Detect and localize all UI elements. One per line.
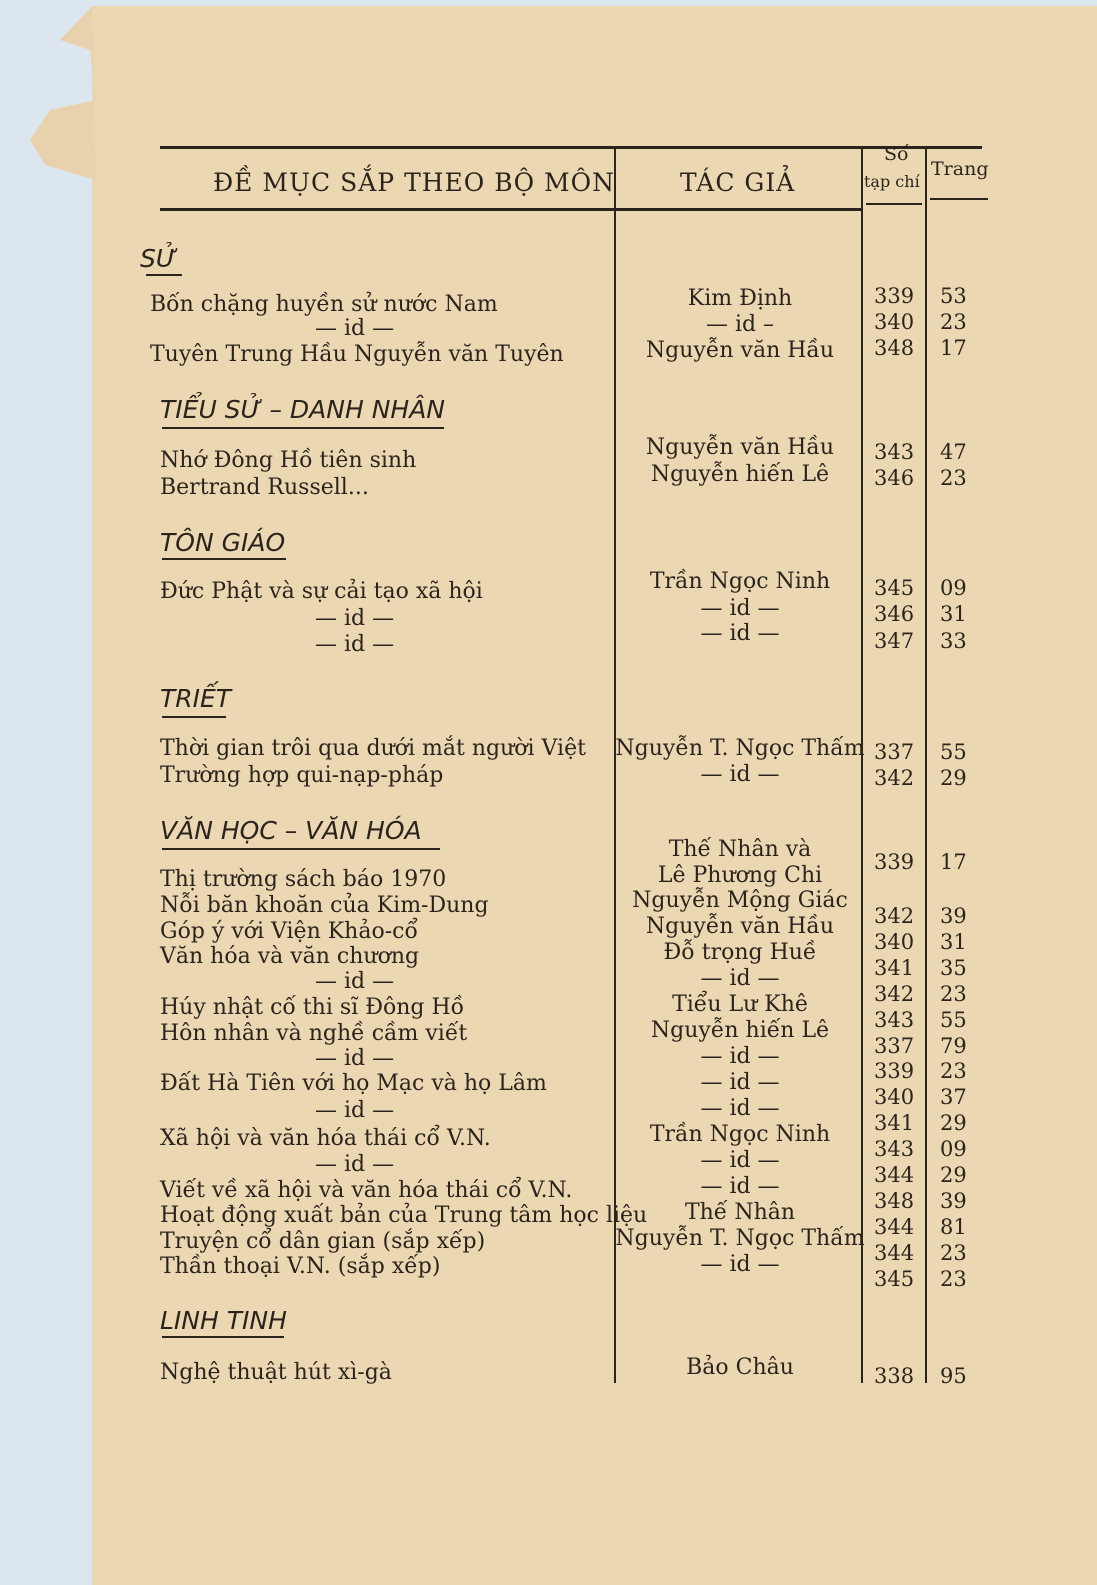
entry-title: Trường hợp qui-nạp-pháp <box>160 763 444 788</box>
entry-title: Bertrand Russell... <box>160 475 369 500</box>
header-author-column: TÁC GIẢ <box>680 168 796 197</box>
section-underline <box>162 1336 284 1338</box>
header-title-column: ĐỀ MỤC SẮP THEO BỘ MÔN <box>213 168 616 197</box>
entry-author: Nguyễn văn Hầu <box>645 435 835 460</box>
section-heading-van-hoc: VĂN HỌC – VĂN HÓA <box>160 816 422 845</box>
entry-page: 47 <box>940 440 967 464</box>
entry-issue: 346 <box>874 466 915 490</box>
entry-page: 09 <box>940 576 967 600</box>
section-underline <box>162 716 226 718</box>
section-heading-triet: TRIẾT <box>160 684 232 713</box>
entry-issue: 342 <box>874 904 915 928</box>
entry-title: Viết về xã hội và văn hóa thái cổ V.N. <box>160 1178 573 1203</box>
entry-issue: 343 <box>874 1137 915 1161</box>
entry-page: 23 <box>940 1267 967 1291</box>
entry-issue: 348 <box>874 336 915 360</box>
entry-issue: 344 <box>874 1241 915 1265</box>
entry-title: Nhớ Đông Hồ tiên sinh <box>160 448 417 473</box>
entry-page: 29 <box>940 1111 967 1135</box>
column-divider-2 <box>861 146 863 1383</box>
entry-title: — id — <box>315 1098 395 1123</box>
entry-page: 55 <box>940 740 967 764</box>
section-underline <box>162 848 440 850</box>
entry-issue: 341 <box>874 1111 915 1135</box>
entry-page: 35 <box>940 956 967 980</box>
entry-page: 53 <box>940 284 967 308</box>
entry-title: Thời gian trôi qua dưới mắt người Việt <box>160 736 586 761</box>
entry-page: 31 <box>940 930 967 954</box>
entry-page: 23 <box>940 982 967 1006</box>
entry-page: 39 <box>940 904 967 928</box>
entry-author: Trần Ngọc Ninh <box>649 569 831 594</box>
torn-edge-decoration <box>0 0 180 1585</box>
entry-page: 09 <box>940 1137 967 1161</box>
entry-author: — id — <box>700 1096 780 1121</box>
entry-issue: 338 <box>874 1364 915 1388</box>
entry-issue: 345 <box>874 576 915 600</box>
entry-issue: 337 <box>874 1034 915 1058</box>
document-page <box>92 6 1097 1585</box>
section-underline <box>146 274 182 276</box>
entry-author: Nguyễn văn Hầu <box>645 338 835 363</box>
section-heading-tieu-su: TIỂU SỬ – DANH NHÂN <box>160 395 446 424</box>
entry-page: 23 <box>940 1241 967 1265</box>
entry-page: 23 <box>940 310 967 334</box>
table-top-rule <box>160 146 982 149</box>
entry-page: 17 <box>940 850 967 874</box>
entry-author: Tiểu Lư Khê <box>672 992 808 1017</box>
entry-author: — id — <box>700 596 780 621</box>
entry-page: 29 <box>940 1163 967 1187</box>
entry-author: Nguyễn hiến Lê <box>650 1018 830 1043</box>
entry-title: Nỗi băn khoăn của Kim-Dung <box>160 893 489 918</box>
entry-issue: 341 <box>874 956 915 980</box>
entry-title: Hoạt động xuất bản của Trung tâm học liệu <box>160 1203 648 1228</box>
entry-title: Văn hóa và văn chương <box>160 944 420 969</box>
entry-author: — id — <box>700 1174 780 1199</box>
entry-title: Tuyên Trung Hầu Nguyễn văn Tuyên <box>150 342 564 367</box>
entry-author: — id — <box>700 621 780 646</box>
entry-title: — id — <box>315 632 395 657</box>
header-bottom-rule-issue <box>866 203 922 205</box>
entry-title: Thị trường sách báo 1970 <box>160 867 447 892</box>
header-bottom-rule-title <box>160 208 614 211</box>
entry-title: Truyện cổ dân gian (sắp xếp) <box>160 1229 486 1254</box>
entry-title: Húy nhật cố thi sĩ Đông Hồ <box>160 995 465 1020</box>
entry-page: 29 <box>940 766 967 790</box>
entry-author: Lê Phương Chi <box>657 863 823 888</box>
entry-title: — id — <box>315 1046 395 1071</box>
entry-author: Nguyễn T. Ngọc Thấm <box>615 1226 865 1251</box>
entry-page: 55 <box>940 1008 967 1032</box>
entry-author: — id – <box>705 312 775 337</box>
entry-page: 79 <box>940 1034 967 1058</box>
entry-title: Đất Hà Tiên với họ Mạc và họ Lâm <box>160 1071 547 1096</box>
entry-issue: 340 <box>874 930 915 954</box>
column-divider-1 <box>614 146 616 1383</box>
entry-author: — id — <box>700 1070 780 1095</box>
section-heading-su: SỬ <box>140 244 177 273</box>
entry-page: 95 <box>940 1364 967 1388</box>
entry-author: Nguyễn T. Ngọc Thấm <box>615 736 865 761</box>
entry-page: 33 <box>940 629 967 653</box>
header-bottom-rule-author <box>616 208 862 211</box>
entry-title: — id — <box>315 316 395 341</box>
entry-title: Góp ý với Viện Khảo-cổ <box>160 919 418 944</box>
entry-title: Thần thoại V.N. (sắp xếp) <box>160 1254 441 1279</box>
entry-issue: 337 <box>874 740 915 764</box>
section-underline <box>162 427 444 429</box>
entry-page: 39 <box>940 1189 967 1213</box>
entry-title: — id — <box>315 1152 395 1177</box>
entry-author: — id — <box>700 966 780 991</box>
entry-author: — id — <box>700 1044 780 1069</box>
header-bottom-rule-page <box>930 198 988 200</box>
entry-author: Nguyễn hiến Lê <box>650 462 830 487</box>
entry-author: Nguyễn văn Hầu <box>645 914 835 939</box>
entry-page: 37 <box>940 1085 967 1109</box>
entry-issue: 345 <box>874 1267 915 1291</box>
entry-title: Đức Phật và sự cải tạo xã hội <box>160 579 483 604</box>
entry-title: Bốn chặng huyền sử nước Nam <box>150 292 498 317</box>
column-divider-3 <box>925 146 927 1383</box>
entry-issue: 348 <box>874 1189 915 1213</box>
entry-issue: 343 <box>874 1008 915 1032</box>
header-issue-line2: tạp chí <box>864 172 920 191</box>
entry-issue: 342 <box>874 766 915 790</box>
entry-issue: 344 <box>874 1163 915 1187</box>
entry-title: — id — <box>315 969 395 994</box>
entry-issue: 339 <box>874 850 915 874</box>
entry-author: Bảo Châu <box>686 1355 794 1380</box>
entry-author: Thế Nhân và <box>668 837 812 862</box>
entry-issue: 343 <box>874 440 915 464</box>
entry-title: Xã hội và văn hóa thái cổ V.N. <box>160 1126 491 1151</box>
entry-page: 23 <box>940 466 967 490</box>
entry-page: 23 <box>940 1059 967 1083</box>
entry-page: 17 <box>940 336 967 360</box>
entry-author: Thế Nhân <box>684 1200 796 1225</box>
entry-issue: 340 <box>874 310 915 334</box>
entry-title: Hôn nhân và nghề cầm viết <box>160 1021 468 1046</box>
entry-title: — id — <box>315 606 395 631</box>
entry-author: — id — <box>700 1252 780 1277</box>
entry-page: 81 <box>940 1215 967 1239</box>
entry-author: Trần Ngọc Ninh <box>649 1122 831 1147</box>
entry-page: 31 <box>940 602 967 626</box>
entry-author: — id — <box>700 762 780 787</box>
entry-author: Đỗ trọng Huề <box>663 940 817 965</box>
header-page-column: Trang <box>931 158 989 180</box>
entry-issue: 340 <box>874 1085 915 1109</box>
entry-issue: 342 <box>874 982 915 1006</box>
entry-title: Nghệ thuật hút xì-gà <box>160 1360 392 1385</box>
entry-issue: 344 <box>874 1215 915 1239</box>
section-heading-ton-giao: TÔN GIÁO <box>160 528 286 557</box>
section-underline <box>162 558 286 560</box>
entry-author: Kim Định <box>687 286 793 311</box>
header-issue-line1: Số <box>884 143 909 165</box>
entry-issue: 346 <box>874 602 915 626</box>
section-heading-linh-tinh: LINH TINH <box>160 1306 287 1335</box>
entry-issue: 339 <box>874 1059 915 1083</box>
entry-author: — id — <box>700 1148 780 1173</box>
entry-issue: 339 <box>874 284 915 308</box>
entry-issue: 347 <box>874 629 915 653</box>
entry-author: Nguyễn Mộng Giác <box>632 888 848 913</box>
